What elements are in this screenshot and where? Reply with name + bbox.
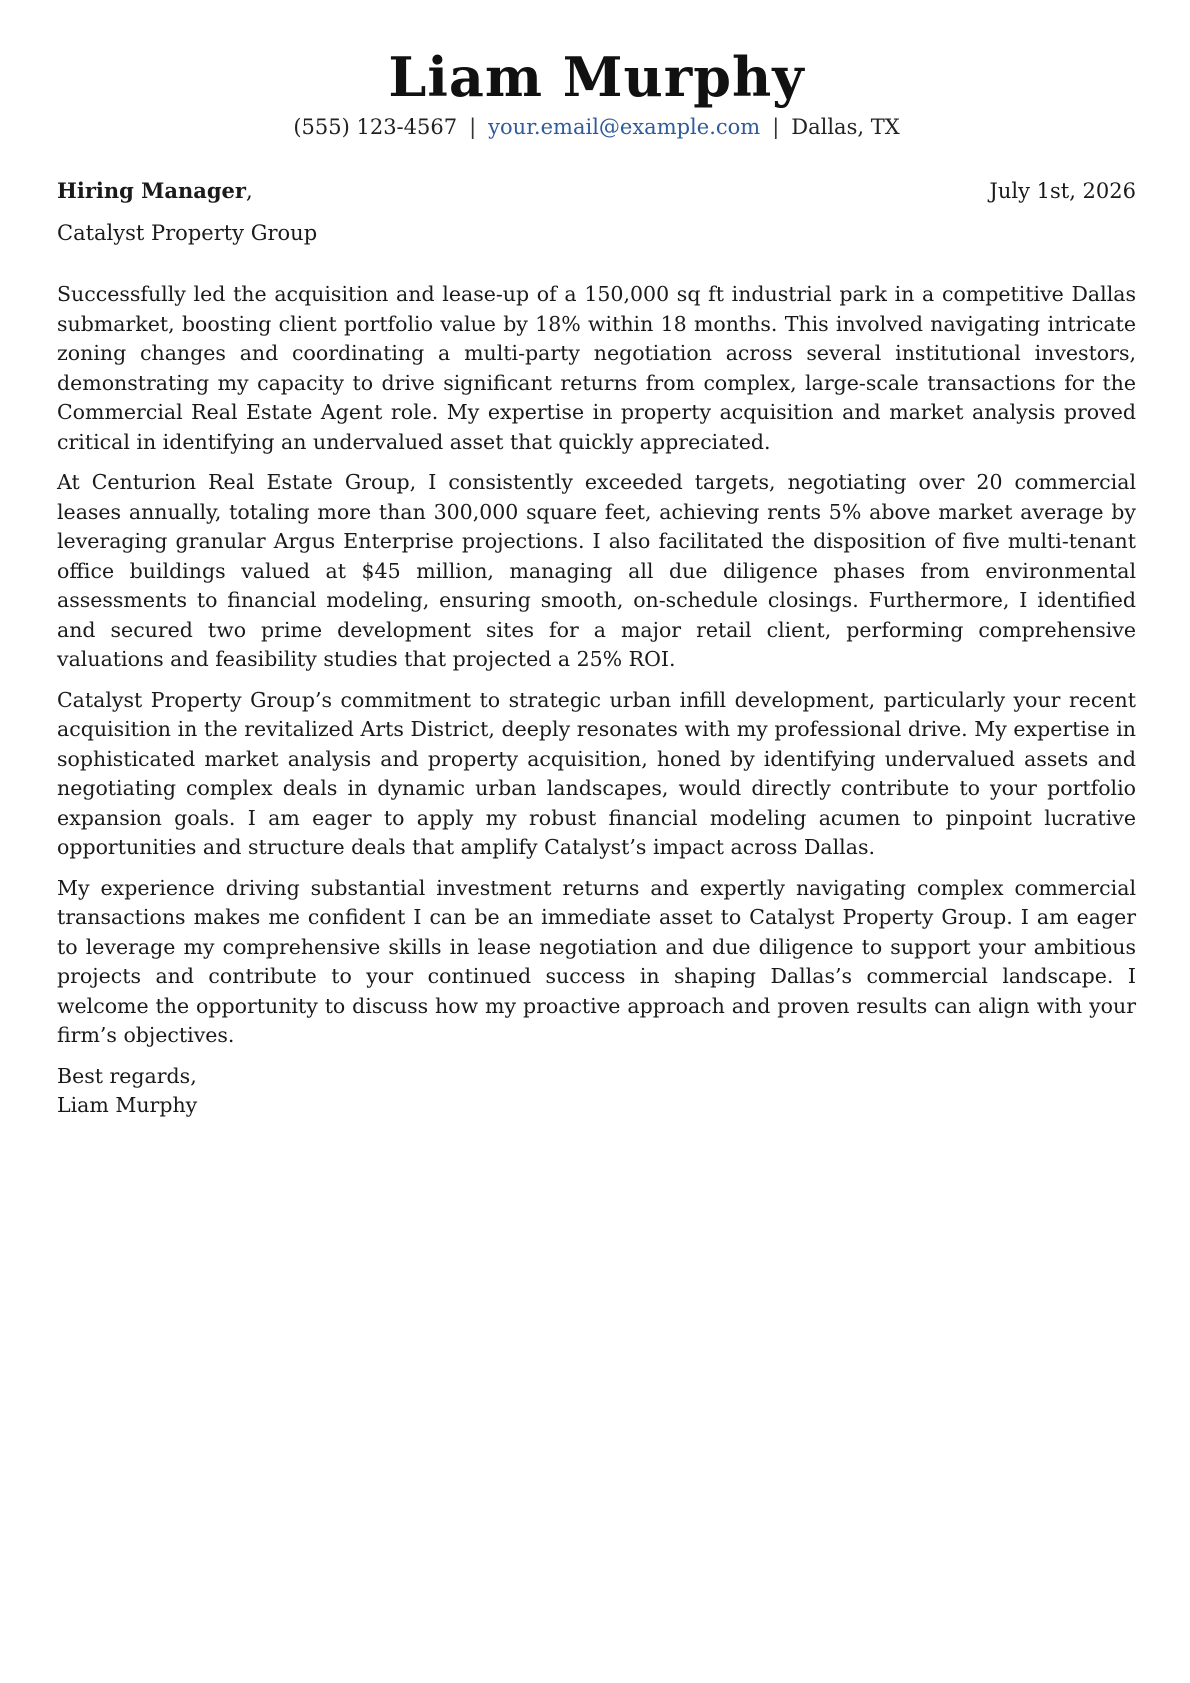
body-paragraph: At Centurion Real Estate Group, I consistently exceeded targets, negotiating over 20 commercial leases annually, totaling more than 300,000 square feet, achieving rents 5% above market average by leveraging granular Argus Enterprise projections. I also facilitated the disposition of five multi-tenant office buildings valued at $45 million, managing all due diligence phases from environmental assessments to financial modeling, ensuring smooth, on-schedule closings. Furthermore, I identified and secured two prime development sites for a major retail client, performing comprehensive valuations and feasibility studies that projected a 25% ROI. (57, 470, 1136, 671)
body-paragraph: Successfully led the acquisition and lease-up of a 150,000 sq ft industrial park in a competitive Dallas submarket, boosting client portfolio value by 18% within 18 months. This involved navigating intricate zoning changes and coordinating a multi-party negotiation across several institutional investors, demonstrating my capacity to drive significant returns from complex, large-scale transactions for the Commercial Real Estate Agent role. My expertise in property acquisition and market analysis proved critical in identifying an undervalued asset that quickly appreciated. (57, 282, 1136, 454)
letter-header (57, 0, 1136, 142)
sender-name: Liam Murphy (388, 45, 805, 109)
body-paragraph: My experience driving substantial investment returns and expertly navigating complex commercial transactions makes me confident I can be an immediate asset to Catalyst Property Group. I am eager to leverage my comprehensive skills in lease negotiation and due diligence to support your ambitious projects and contribute to your continued success in shaping Dallas’s commercial landscape. I welcome the opportunity to discuss how my proactive approach and proven results can align with your firm’s objectives. (57, 875, 1136, 1047)
letter-closing (57, 1062, 1136, 1121)
cover-letter-page (57, 0, 1136, 1683)
closing-salutation: Best regards, (57, 1063, 197, 1088)
body-paragraph: Catalyst Property Group’s commitment to strategic urban infill development, particularly your recent acquisition in the revitalized Arts District, deeply resonates with my professional drive. My expertise in sophisticated market analysis and property acquisition, honed by identifying undervalued assets and negotiating complex deals in dynamic urban landscapes, would directly contribute to your portfolio expansion goals. I am eager to apply my robust financial modeling acumen to pinpoint lucrative opportunities and structure deals that amplify Catalyst’s impact across Dallas. (57, 687, 1136, 859)
letter-date: July 1st, 2026 (989, 179, 1136, 203)
email-link[interactable]: your.email@example.com (488, 115, 761, 139)
closing-signature: Liam Murphy (57, 1093, 198, 1117)
location: Dallas, TX (791, 115, 900, 139)
recipient-name-suffix: , (245, 179, 253, 203)
contact-separator: | (772, 115, 780, 139)
recipient-greeting (57, 176, 253, 206)
recipient-company: Catalyst Property Group (57, 221, 318, 245)
letter-body (57, 280, 1136, 1051)
phone-number: (555) 123-4567 (293, 115, 458, 139)
recipient-name: Hiring Manager (57, 178, 246, 203)
recipient-row (57, 176, 1136, 206)
contact-line (57, 112, 1136, 142)
contact-separator: | (469, 115, 477, 139)
